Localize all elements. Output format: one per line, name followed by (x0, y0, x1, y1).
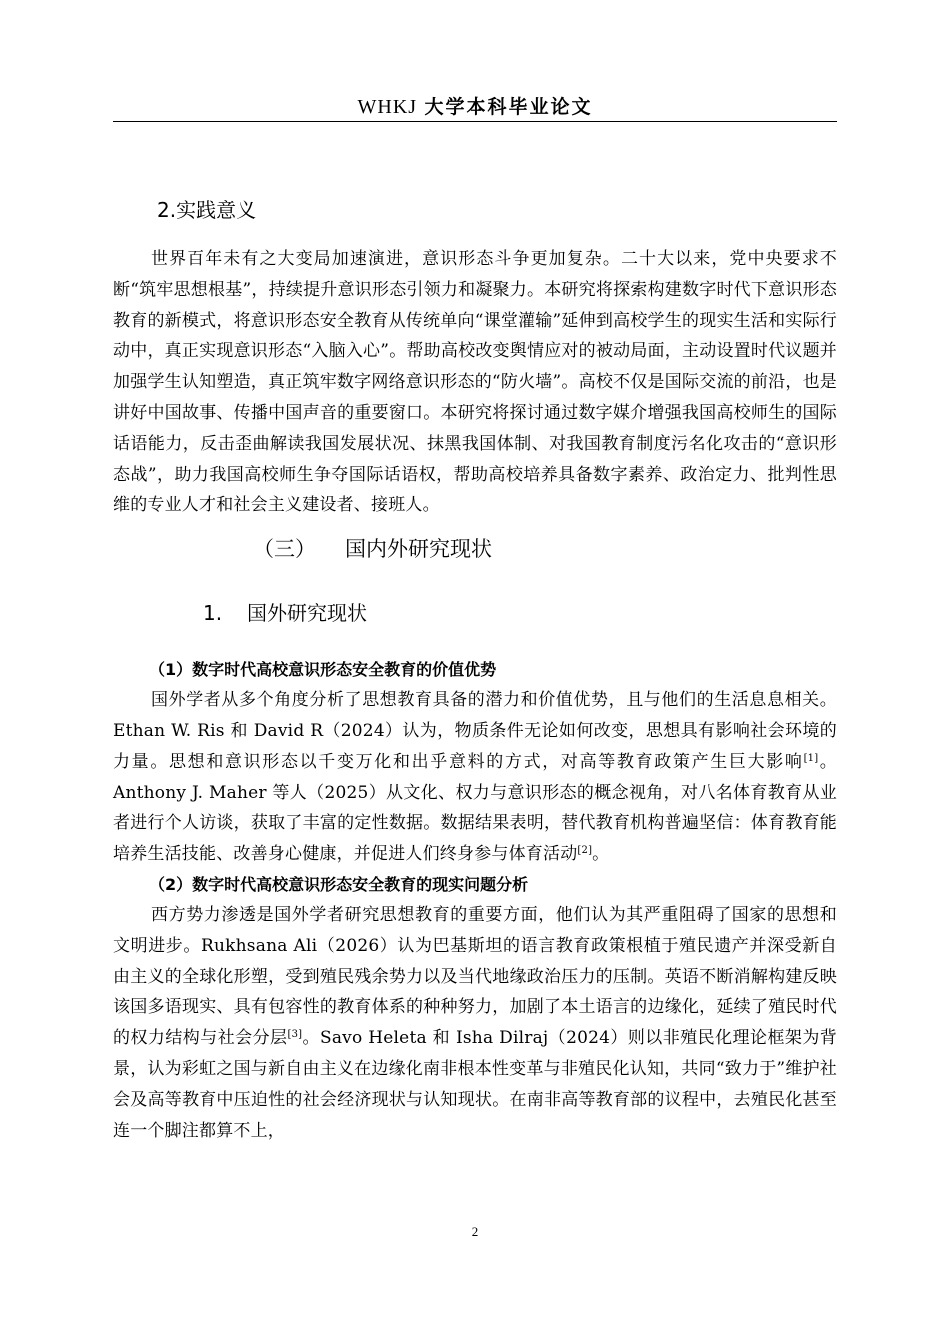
item2-text-a: 西方势力渗透是国外学者研究思想教育的重要方面，他们认为其严重阻碍了国家的思想和文明进步。Rukhsana Ali（2026）认为巴基斯坦的语言教育政策根植于殖民遗产并深受新自由主义的全球化形塑，受到殖民残余势力以及当代地缘政治压力的压制。英语不断消解构建反映该国多语现实、具有包容性的教育体系的种种努力，加剧了本土语言的边缘化，延续了殖民时代的权力结构与社会分层 (113, 904, 837, 1049)
section-number: （三） (253, 537, 316, 562)
citation-1: [1] (803, 752, 819, 764)
page-number: 2 (471, 1224, 479, 1239)
practical-significance-heading: 2.实践意义 (157, 198, 257, 222)
item2-heading: （2）数字时代高校意识形态安全教育的现实问题分析 (149, 874, 529, 894)
item2-text-b: 。Savo Heleta 和 Isha Dilraj（2024）则以非殖民化理论框架为背景，认为彩虹之国与新自由主义在边缘化南非根本性变革与非殖民化认知，共同“致力于”维护社会及高等教育中压迫性的社会经济现状与认知现状。在南非高等教育部的议程中，去殖民化甚至连一个脚注都算不上， (113, 1028, 838, 1141)
page-header (113, 92, 837, 121)
foreign-research-heading (113, 591, 837, 635)
header-title: 大学本科毕业论文 (424, 96, 593, 118)
subsection-number: 1. (203, 601, 223, 626)
section-title: 国内外研究现状 (345, 537, 492, 562)
item1-text-c: 。 (592, 844, 610, 865)
item1-paragraph (113, 685, 837, 870)
page-content (113, 190, 837, 1146)
header-brand: WHKJ (357, 96, 418, 118)
item1-heading: （1）数字时代高校意识形态安全教育的价值优势 (149, 660, 497, 680)
citation-2: [2] (577, 845, 593, 857)
item1-text-a: 国外学者从多个角度分析了思想教育具备的潜力和价值优势，且与他们的生活息息相关。Ethan W. Ris 和 David R（2024）认为，物质条件无论如何改变，思想具有影响社会环境的力量。思想和意识形态以千变万化和出乎意料的方式，对高等教育政策产生巨大影响 (113, 690, 837, 772)
item1-text-b: 。Anthony J. Maher 等人（2025）从文化、权力与意识形态的概念视角，对八名体育教育从业者进行个人访谈，获取了丰富的定性数据。数据结果表明，替代教育机构普遍坚信：体育教育能培养生活技能、改善身心健康，并促进人们终身参与体育活动 (113, 751, 837, 865)
subsection-title: 国外研究现状 (247, 601, 367, 626)
citation-3: [3] (287, 1029, 303, 1041)
header-rule (113, 121, 837, 122)
practical-significance-paragraph: 世界百年未有之大变局加速演进，意识形态斗争更加复杂。二十大以来，党中央要求不断“筑牢思想根基”，持续提升意识形态引领力和凝聚力。本研究将探索构建数字时代下意识形态教育的新模式，将意识形态安全教育从传统单向“课堂灌输”延伸到高校学生的现实生活和实际行动中，真正实现意识形态“入脑入心”。帮助高校改变舆情应对的被动局面，主动设置时代议题并加强学生认知塑造，真正筑牢数字网络意识形态的“防火墙”。高校不仅是国际交流的前沿，也是讲好中国故事、传播中国声音的重要窗口。本研究将探讨通过数字媒介增强我国高校师生的国际话语能力，反击歪曲解读我国发展状况、抹黑我国体制、对我国教育制度污名化攻击的“意识形态战”，助力我国高校师生争夺国际话语权，帮助高校培养具备数字素养、政治定力、批判性思维的专业人才和社会主义建设者、接班人。 (113, 249, 837, 516)
item2-paragraph (113, 900, 837, 1146)
research-status-heading (113, 527, 837, 571)
